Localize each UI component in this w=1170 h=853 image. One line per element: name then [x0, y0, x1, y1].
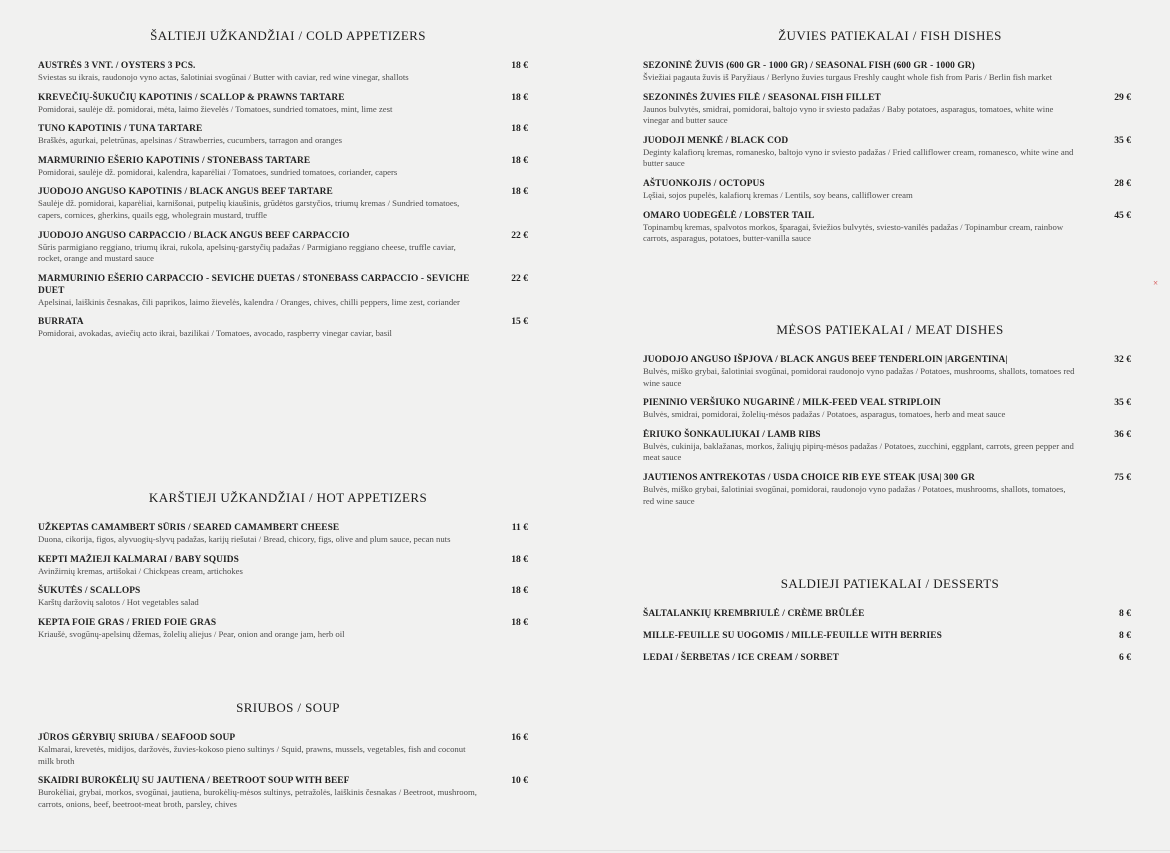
hot-appetizers-title: KARŠTIEJI UŽKANDŽIAI / HOT APPETIZERS — [148, 490, 428, 505]
page-divider — [0, 850, 1170, 851]
menu-item — [38, 554, 538, 578]
menu-item — [38, 230, 538, 265]
item-name: JUODOJO ANGUSO KAPOTINIS / BLACK ANGUS BEEF TARTARE — [38, 187, 333, 198]
item-price: 36 € — [1114, 428, 1131, 440]
item-description: Topinambų kremas, spalvotos morkos, šparagai, šviežios bulvytės, sviesto-vanilės padažas / Topinambur cream, rainbow carrots, asparagus, potatoes, butter-vanilla sauce — [643, 221, 1064, 244]
item-price: 10 € — [511, 775, 528, 787]
item-name: KREVEČIŲ-ŠUKUČIŲ KAPOTINIS / SCALLOP & PRAWNS TARTARE — [38, 92, 345, 103]
menu-item — [38, 273, 538, 309]
item-price: 18 € — [511, 616, 528, 628]
item-description: Bulvės, cukinija, baklažanas, morkos, žaliųjų pipirų-mėsos padažas / Potatoes, zucchini, eggplant, carrots, green pepper and meat sauce — [643, 440, 1074, 463]
item-description: Bulvės, miško grybai, šalotiniai svogūnai, pomidorai, raudonojo vyno padažas / Potatoes, mushrooms, shallots, tomatoes, red wine sauce — [643, 483, 1066, 506]
item-price: 32 € — [1114, 354, 1131, 365]
cold-appetizers-title: ŠALTIEJI UŽKANDŽIAI / COLD APPETIZERS — [150, 28, 426, 43]
menu-item — [643, 397, 1137, 421]
meat-section — [643, 322, 1137, 515]
fish-dishes-title: ŽUVIES PATIEKALAI / FISH DISHES — [778, 28, 1002, 43]
item-name: SEZONINĖS ŽUVIES FILĖ / SEASONAL FISH FILLET — [643, 92, 881, 103]
close-icon: × — [1153, 278, 1159, 288]
menu-item — [38, 617, 538, 641]
item-name: MARMURINIO EŠERIO KAPOTINIS / STONEBASS TARTARE — [38, 155, 311, 166]
item-description: Karštų daržovių salotos / Hot vegetables salad — [38, 597, 199, 608]
item-description: Pomidorai, saulėje dž. pomidorai, mėta, laimo žievelės / Tomatoes, sundried tomatoes, mint, lime zest — [38, 103, 393, 114]
item-price: 8 € — [1119, 630, 1131, 641]
item-name: MILLE-FEUILLE SU UOGOMIS / MILLE-FEUILLE WITH BERRIES — [643, 631, 942, 641]
menu-item — [38, 123, 538, 147]
item-description: Pomidorai, saulėje dž. pomidorai, kalendra, kaparėliai / Tomatoes, sundried tomatoes, coriander, capers — [38, 166, 398, 177]
item-price: 11 € — [511, 522, 528, 533]
item-name: SKAIDRI BUROKĖLIŲ SU JAUTIENA / BEETROOT SOUP WITH BEEF — [38, 776, 350, 787]
menu-item — [643, 210, 1137, 245]
hot-appetizers-section — [38, 490, 538, 648]
item-price: 28 € — [1114, 177, 1131, 189]
item-description: Pomidorai, avokadas, aviečių acto ikrai, bazilikai / Tomatoes, avocado, raspberry vinegar caviar, basil — [38, 328, 392, 339]
menu-item — [38, 732, 538, 767]
item-description: Saulėje dž. pomidorai, kaparėliai, karnišonai, putpelių kiaušinis, grūdėtos garstyčios, triumų kremas / Sundried tomatoes, capers, cornices, gherkins, quails egg, wholegrain mustard, truffle — [38, 198, 460, 220]
item-description: Bulvės, miško grybai, šalotiniai svogūnai, pomidorai raudonojo vyno padažas / Potatoes, mushrooms, shallots, tomatoes red wine sauce — [643, 366, 1075, 388]
item-price: 15 € — [511, 316, 528, 328]
item-price: 6 € — [1119, 652, 1131, 663]
item-name: KEPTA FOIE GRAS / FRIED FOIE GRAS — [38, 617, 217, 628]
item-name: AŠTUONKOJIS / OCTOPUS — [643, 178, 765, 189]
desserts-title: SALDIEJI PATIEKALAI / DESSERTS — [780, 576, 1000, 591]
item-description: Sviestas su ikrais, raudonojo vyno actas, šalotiniai svogūnai / Butter with caviar, red wine vinegar, shallots — [38, 72, 409, 82]
item-description: Burokėliai, grybai, morkos, svogūnai, jautiena, burokėlių-mėsos sultinys, petražolės, laiškinis česnakas / Beetroot, mushroom, carrots, onions, beef, beetroot-meat broth, parsley, chives — [38, 787, 477, 809]
item-name: BURRATA — [38, 317, 84, 328]
item-price: 16 € — [511, 732, 528, 743]
item-description: Lęšiai, sojos pupelės, kalafiorų kremas / Lentils, soy beans, calliflower cream — [643, 189, 913, 200]
menu-item — [38, 775, 538, 810]
menu-item — [38, 585, 538, 609]
soup-section — [38, 700, 538, 818]
item-description: Apelsinai, laiškinis česnakas, čili paprikos, laimo žievelės, kalendra / Oranges, chives, chilli peppers, lime zest, coriander — [38, 296, 460, 307]
menu-item — [643, 60, 1137, 84]
item-name: ĖRIUKO ŠONKAULIUKAI / LAMB RIBS — [643, 429, 821, 440]
item-name: JUODOJO ANGUSO CARPACCIO / BLACK ANGUS BEEF CARPACCIO — [38, 230, 350, 241]
item-name: JUODOJO ANGUSO IŠPJOVA / BLACK ANGUS BEEF TENDERLOIN |ARGENTINA| — [643, 355, 1008, 365]
item-description: Šviežiai pagauta žuvis iš Paryžiaus / Berlyno žuvies turgaus Freshly caught whole fish from Paris / Berlin fish market — [643, 72, 1053, 82]
item-description: Braškės, agurkai, peletrūnas, apelsinas / Strawberries, cucumbers, tarragon and oranges — [38, 135, 342, 146]
item-name: ŠUKUTĖS / SCALLOPS — [38, 586, 141, 597]
menu-item — [643, 178, 1137, 202]
item-price: 45 € — [1114, 209, 1131, 221]
menu-item — [643, 92, 1137, 127]
left-column — [38, 28, 538, 348]
item-price: 18 € — [511, 154, 528, 166]
item-name: LEDAI / ŠERBETAS / ICE CREAM / SORBET — [643, 653, 840, 663]
item-price: 18 € — [511, 553, 528, 565]
item-name: MARMURINIO EŠERIO CARPACCIO - SEVICHE DUETAS / STONEBASS CARPACCIO - SEVICHE DUET — [38, 273, 470, 296]
cold-appetizers-list — [38, 60, 538, 340]
item-price: 18 € — [511, 585, 528, 597]
item-name: JUODOJI MENKĖ / BLACK COD — [643, 135, 789, 146]
item-price: 8 € — [1119, 608, 1131, 619]
menu-item — [38, 92, 538, 116]
item-name: JŪROS GĖRYBIŲ SRIUBA / SEAFOOD SOUP — [38, 733, 236, 743]
menu-item — [38, 186, 538, 221]
item-price: 22 € — [511, 229, 528, 241]
item-description: Avinžirnių kremas, artišokai / Chickpeas cream, artichokes — [38, 565, 243, 576]
item-price: 18 € — [511, 186, 528, 198]
menu-item — [643, 135, 1137, 170]
menu-item — [643, 608, 1137, 620]
item-name: OMARO UODEGĖLĖ / LOBSTER TAIL — [643, 210, 815, 221]
menu-item — [38, 522, 538, 546]
item-description: Jaunos bulvytės, smidrai, pomidorai, baltojo vyno ir sviesto padažas / Baby potatoes, asparagus, tomatoes, white wine vinegar and butter sauce — [643, 103, 1054, 126]
item-price: 18 € — [511, 60, 528, 71]
item-price: 35 € — [1114, 134, 1131, 146]
item-price: 29 € — [1114, 91, 1131, 103]
item-description: Deginty kalafiorų kremas, romanesko, baltojo vyno ir sviesto padažas / Fried calliflower cream, romanesco, white wine and butter sauce — [643, 146, 1074, 169]
desserts-section — [643, 576, 1137, 672]
soup-title: SRIUBOS / SOUP — [236, 700, 340, 715]
item-name: TUNO KAPOTINIS / TUNA TARTARE — [38, 124, 203, 135]
menu-item — [643, 630, 1137, 642]
item-name: PIENINIO VERŠIUKO NUGARINĖ / MILK-FEED VEAL STRIPLOIN — [643, 398, 941, 409]
menu-item — [643, 472, 1137, 507]
item-price: 22 € — [511, 272, 528, 284]
menu-item — [38, 60, 538, 84]
fish-section — [643, 28, 1137, 253]
menu-item — [643, 354, 1137, 389]
item-price: 18 € — [511, 123, 528, 135]
item-description: Kalmarai, krevetės, midijos, daržovės, žuvies-kokoso pieno sultinys / Squid, prawns, mussels, vegetables, fish and coconut milk broth — [38, 744, 466, 766]
item-price: 18 € — [511, 91, 528, 103]
item-name: SEZONINĖ ŽUVIS (600 GR - 1000 GR) / SEASONAL FISH (600 GR - 1000 GR) — [643, 61, 975, 71]
item-description: Sūris parmigiano reggiano, triumų ikrai, rukola, apelsinų-garstyčių padažas / Parmigiano reggiano cheese, truffle caviar, rocket, orange and mustard sauce — [38, 241, 456, 264]
meat-dishes-title: MĖSOS PATIEKALAI / MEAT DISHES — [776, 322, 1004, 337]
menu-item — [38, 316, 538, 340]
item-name: JAUTIENOS ANTREKOTAS / USDA CHOICE RIB EYE STEAK |USA| 300 GR — [643, 472, 975, 483]
menu-item — [38, 155, 538, 179]
item-price: 75 € — [1114, 471, 1131, 483]
item-name: KEPTI MAŽIEJI KALMARAI / BABY SQUIDS — [38, 554, 239, 565]
menu-item — [643, 652, 1137, 664]
item-description: Duona, cikorija, figos, alyvuogių-slyvų padažas, karijų riešutai / Bread, chicory, figs, olive and plum sauce, pecan nuts — [38, 534, 451, 544]
item-description: Kriaušė, svogūnų-apelsinų džemas, žolelių aliejus / Pear, onion and orange jam, herb oil — [38, 628, 345, 639]
item-name: ŠALTALANKIŲ KREMBRIULĖ / CRÈME BRÛLÉE — [643, 609, 865, 619]
item-name: AUSTRĖS 3 VNT. / OYSTERS 3 PCS. — [38, 61, 196, 71]
item-name: UŽKEPTAS CAMAMBERT SŪRIS / SEARED CAMAMBERT CHEESE — [38, 523, 340, 533]
menu-item — [643, 429, 1137, 464]
item-price: 35 € — [1114, 397, 1131, 409]
item-description: Bulvės, smidrai, pomidorai, žolelių-mėsos padažas / Potatoes, asparagus, tomatoes, herb and meat sauce — [643, 409, 1006, 420]
